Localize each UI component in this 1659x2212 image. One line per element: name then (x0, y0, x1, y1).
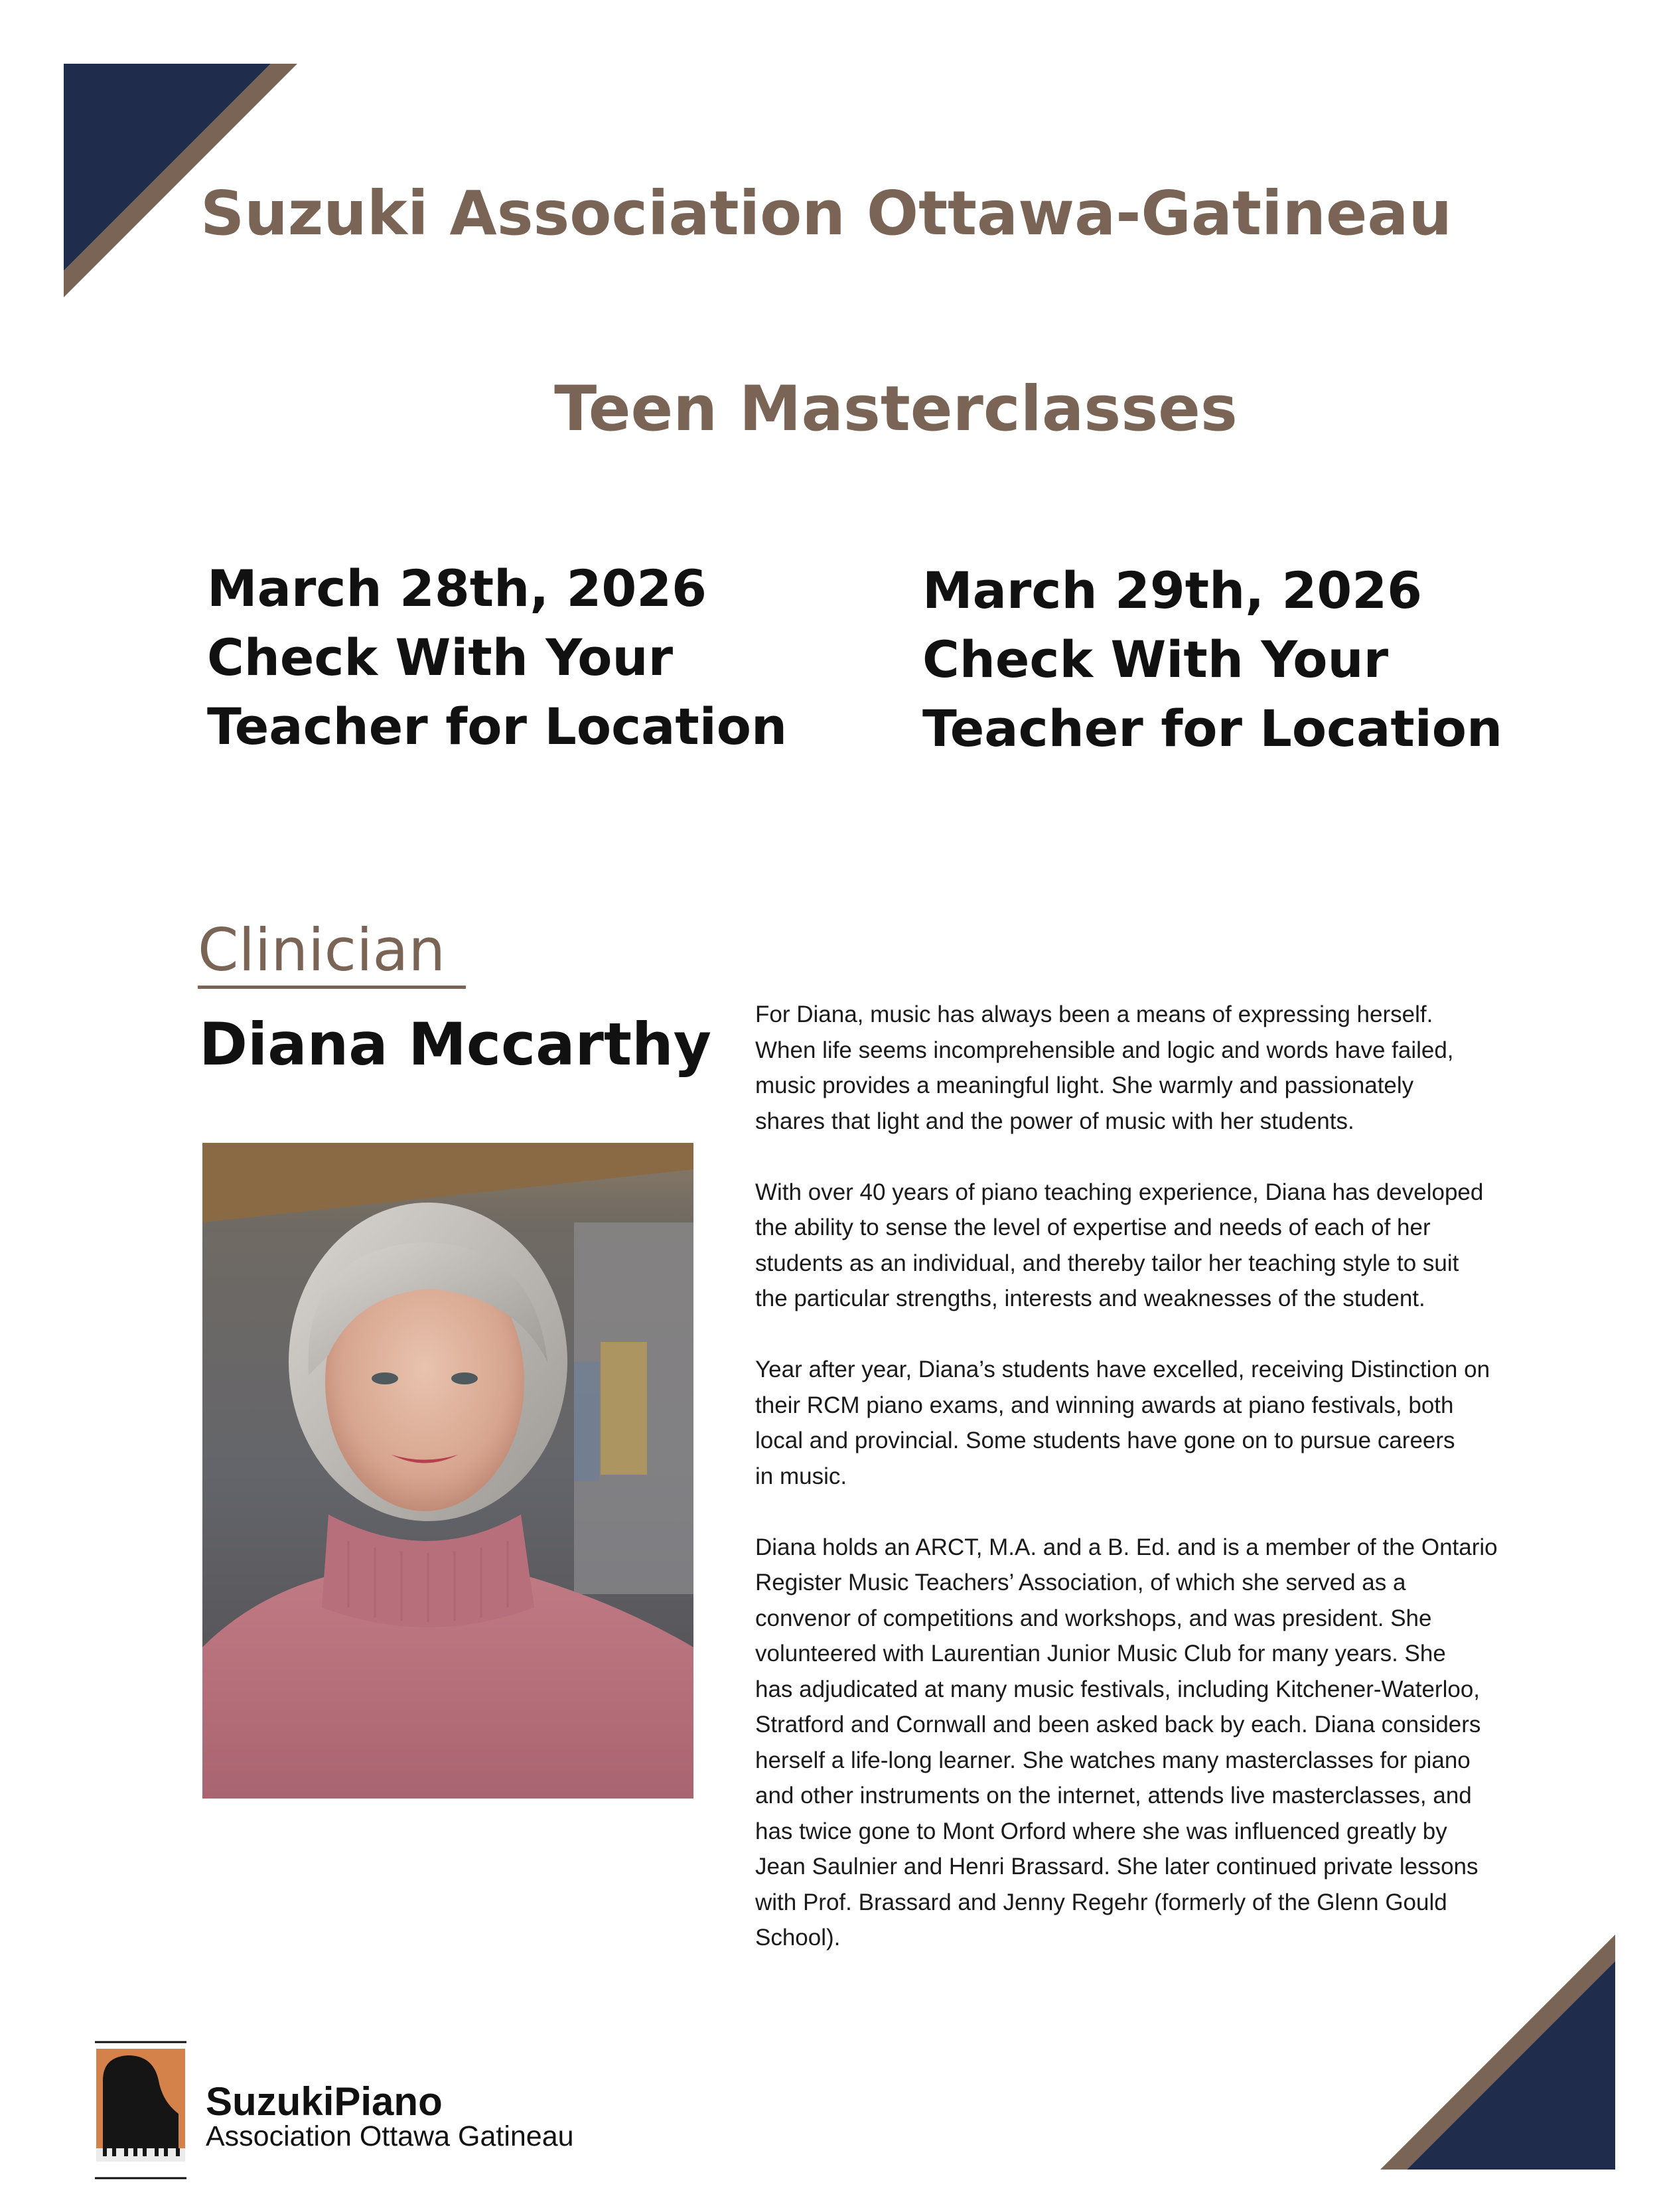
grand-piano-icon (95, 2041, 186, 2180)
logo-wordmark: SuzukiPiano (206, 2079, 443, 2124)
logo-subtitle: Association Ottawa Gatineau (206, 2120, 574, 2152)
corner-decoration-bottom-right (1380, 1935, 1615, 2170)
clinician-portrait-photo (202, 1143, 693, 1799)
date-day-1: March 28th, 2026 (207, 559, 707, 618)
bio-paragraph-3: Year after year, Diana’s students have excelled, receiving Distinction on their RCM piano exams, and winning awards at piano festivals, both local and provincial. Some students have gone on to pursue careers in music. (755, 1357, 1490, 1489)
event-title: Teen Masterclasses (554, 373, 1238, 445)
clinician-heading: Clinician (198, 916, 446, 984)
date-block-day-1 (207, 554, 787, 761)
clinician-heading-underline (198, 986, 466, 989)
bio-paragraph-2: With over 40 years of piano teaching experience, Diana has developed the ability to sense the level of expertise and needs of each of her students as an individual, and thereby tailor her teaching style to suit the particular strengths, interests and weaknesses of the student. (755, 1179, 1484, 1311)
date-block-day-2 (922, 556, 1502, 763)
bio-paragraph-1: For Diana, music has always been a means of expressing herself. When life seems incomprehensible and logic and words have failed, music provides a meaningful light. She warmly and passionately shares that light and the power of music with her students. (755, 1001, 1454, 1134)
date-day-2: March 29th, 2026 (922, 561, 1423, 620)
bio-paragraph-4: Diana holds an ARCT, M.A. and a B. Ed. and is a member of the Ontario Register Music Teachers’ Association, of which she served as a convenor of competitions and workshops, and was president. She volunteered with Laurentian Junior Music Club for many years. She has adjudicated at many music festivals, including Kitchener-Waterloo, Stratford and Cornwall and been asked back by each. Diana considers herself a life-long learner. She watches many masterclasses for piano and other instruments on the internet, attends live masterclasses, and has twice gone to Mont Orford where she was influenced greatly by Jean Saulnier and Henri Brassard. She later continued private lessons with Prof. Brassard and Jenny Regehr (formerly of the Glenn Gould School). (755, 1534, 1498, 1951)
location-note-day-1-line-1: Check With Your (207, 628, 674, 687)
portrait-photo-icon (202, 1143, 693, 1799)
location-note-day-2-line-2: Teacher for Location (922, 699, 1503, 758)
organization-title: Suzuki Association Ottawa-Gatineau (200, 178, 1452, 249)
clinician-biography (755, 997, 1631, 1991)
location-note-day-2-line-1: Check With Your (922, 630, 1389, 689)
clinician-name: Diana Mccarthy (199, 1010, 712, 1078)
location-note-day-1-line-2: Teacher for Location (207, 697, 788, 756)
